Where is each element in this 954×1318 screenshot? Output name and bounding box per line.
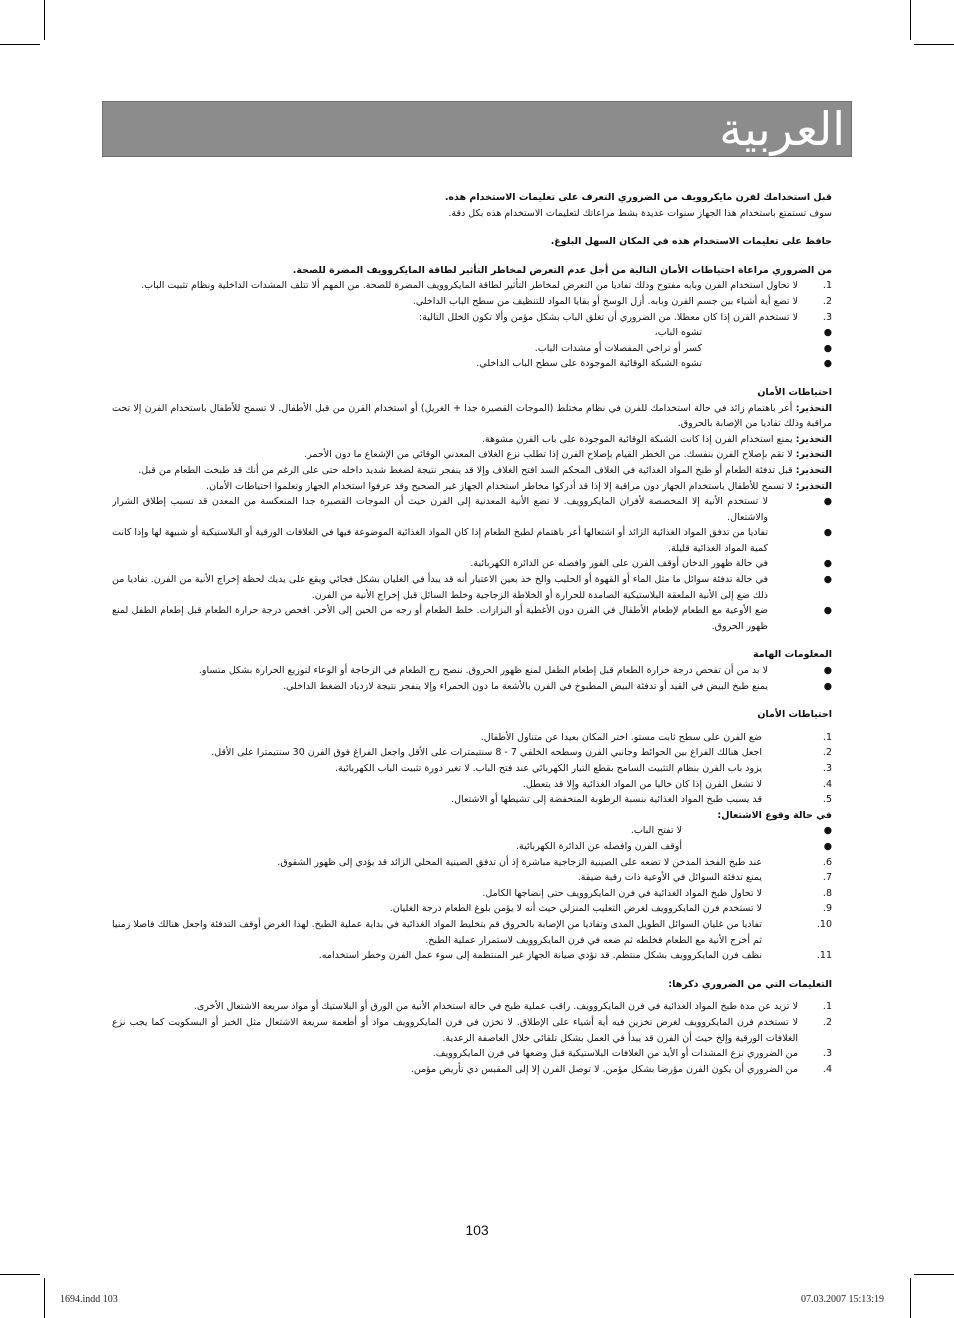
list-text: كسر أو تراخي المفصلات أو مشدات الباب. xyxy=(534,342,702,354)
list-text: تفاديا من تدفق المواد الغذائية الزائد أو اشتعالها أعر باهتمام لطبخ الطعام إذا كان المواد الغذائية الموضوعة فيها في الغلافات الورقية أو البلاستيكية أو شبيهة لها وإذا كانت كمية المواد الغذائية قليلة. xyxy=(112,527,768,554)
footer-stamp: 07.03.2007 15:13:19 xyxy=(800,1294,884,1305)
list-marker: 2. xyxy=(822,747,832,759)
list-marker: 1. xyxy=(822,1001,832,1013)
list-item xyxy=(112,278,832,294)
crop-mark xyxy=(914,1274,954,1275)
precaution-heading: من الضروري مراعاة احتياطات الأمان التالية من أجل عدم التعرض لمخاطر التأثير لطاقة المايكروويف المضرة للصحة. xyxy=(292,264,832,276)
list-item xyxy=(112,341,832,357)
list-marker: 10. xyxy=(816,918,832,930)
language-title: العربية xyxy=(719,102,845,156)
list-text: لا تفتح الباب. xyxy=(630,825,682,837)
list-item xyxy=(112,603,832,634)
list-marker: ● xyxy=(823,840,832,852)
warning-label: التحذير: xyxy=(795,433,832,445)
list-item xyxy=(112,1046,832,1062)
list-marker: 1. xyxy=(822,731,832,743)
list-text: قد يسبب طبخ المواد الغذائية بنسبة الرطوبة المنخفضة إلى تشيطها أو الاشتعال. xyxy=(451,794,762,806)
list-text: لا تزيد عن مدة طبخ المواد الغذائية في فرن المايكروويف. راقب عملية طبخ في حالة استخدام الأنية من الورق أو البلاستيك أو مواد سريعة الاشتعال الأخرى. xyxy=(193,1001,798,1013)
list-marker: 9. xyxy=(822,903,832,915)
warning-item xyxy=(112,463,832,479)
warning-item xyxy=(112,432,832,448)
list-item xyxy=(112,356,832,372)
list-text: من الضروري أن يكون الفرن مؤرضا بشكل مؤمن. لا توصل الفرن إلا إلى المقبس ذي تأريض مؤمن. xyxy=(410,1063,798,1075)
list-marker: 3. xyxy=(822,1048,832,1060)
list-item xyxy=(112,792,832,808)
list-text: لا تستخدم الأنية إلا المخصصة لأفران المايكروويف. لا تضع الأنية المعدنية إلى الفرن حيث أن الموجات القصيرة جدا المنعكسة من المعدن قد تسبب إطلاق الشرار والاشتعال. xyxy=(112,496,768,523)
list-marker: 3. xyxy=(822,763,832,774)
list-text: عند طبخ الفخذ المدخن لا تضعه على الصينية الزجاجية مباشرة إذ أن تدفق الصينية المحلي الزائد قد يؤدي إلى ظهور الشقوق. xyxy=(277,856,762,868)
list-text: أوقف الفرن وافصله عن الدائرة الكهربائية. xyxy=(516,840,682,852)
list-item xyxy=(112,556,832,572)
warning-text: قبل تدفئة الطعام أو طبخ المواد الغذائية في الغلاف المحكم السد افتح الغلاف وإلا قد ينفجر نتيجة لضغط شديد داخله حتى على الرغم من أنك قد طبخت الطعام من قبل. xyxy=(138,464,793,476)
important-heading: المعلومات الهامة xyxy=(753,649,832,661)
keep-instructions: حافظ على تعليمات الاستخدام هذه في المكان السهل البلوغ. xyxy=(550,236,832,248)
important-bullet-list xyxy=(112,663,832,694)
language-header-band xyxy=(102,101,852,157)
list-text: اجعل هنالك الفراغ بين الحوائط وجانبي الفرن وسطحه الخلفي 7 - 8 سنتيمترات على الأقل واجعل الفراغ فوق الفرن 30 سنتيمترا على الأقل. xyxy=(211,747,762,759)
list-item xyxy=(112,948,832,964)
list-marker: ● xyxy=(823,358,832,370)
list-marker: 6. xyxy=(822,856,832,868)
list-item xyxy=(112,679,832,695)
list-item xyxy=(112,745,832,761)
precaution-list xyxy=(112,278,832,325)
warning-text: لا تسمح للأطفال باستخدام الجهاز دون مراقبة إلا إذا قد أدركوا مخاطر استخدام الجهاز غير الصحيح وقد عرفوا استخدام الجهاز وتعلموا احتياطات الأمان. xyxy=(206,480,793,492)
list-item xyxy=(112,1015,832,1046)
list-item xyxy=(112,886,832,902)
list-text: لا تستخدم الفرن إذا كان معطلا. من الضروري أن تغلق الباب بشكل مؤمن وألا تكون الخلل التالية: xyxy=(418,311,798,323)
list-marker: 4. xyxy=(822,1063,832,1075)
warning-label: التحذير: xyxy=(795,480,832,492)
list-marker: 5. xyxy=(822,794,832,806)
list-marker: ● xyxy=(823,605,832,617)
intro-line-2: سوف تستمتع باستخدام هذا الجهاز سنوات عديدة بشط مراعاتك لتعليمات الاستخدام هذه بكل دقة. xyxy=(448,207,832,219)
list-item xyxy=(112,1062,832,1078)
list-marker: 4. xyxy=(822,778,832,790)
list-marker: 2. xyxy=(822,1016,832,1028)
list-text: تشوه الباب، xyxy=(654,327,702,339)
fire-bullet-list xyxy=(112,823,832,854)
crop-mark xyxy=(0,44,40,45)
list-text: يمنع تدفئة السوائل في الأوعية ذات رقبة ضيقة. xyxy=(577,872,762,884)
warning-label: التحذير: xyxy=(795,402,832,414)
safety-steps-list xyxy=(112,730,832,808)
list-item xyxy=(112,855,832,871)
warning-list xyxy=(112,401,832,495)
crop-mark xyxy=(914,44,954,45)
list-text: يزود باب الفرن بنظام التثبيت السامح بقطع التيار الكهربائي عند فتح الباب. لا تغير دورة تثبيت الباب الكهربائية. xyxy=(335,763,762,774)
safety-bullet-list xyxy=(112,494,832,634)
warning-label: التحذير: xyxy=(795,464,832,476)
list-item xyxy=(112,325,832,341)
crop-mark xyxy=(0,1274,40,1275)
list-item xyxy=(112,663,832,679)
list-item xyxy=(112,525,832,556)
list-text: من الضروري نزع المشدات أو الأيد من الغلافات البلاستيكية قبل وضعها في فرن المايكروويف. xyxy=(432,1048,798,1060)
list-text: لا تستخدم فرن المايكروويف لغرض تخزين فيه أية أشياء على الإطلاق. لا تخزن في فرن المايكروويف مواد أو أطعمة سريعة الاشتعال مثل الخبز أو البسكويت كما يجب نزع الغلافات الورقية وإلخ حيث أن الفرن قد يبدأ في العمل بشكل تلقائي خلال العاصفة الرعدية. xyxy=(112,1016,798,1044)
list-marker: 8. xyxy=(822,887,832,899)
instructions-list xyxy=(112,999,832,1077)
list-marker: 11. xyxy=(816,950,832,962)
warning-text: أعر باهتمام زائد في حالة استخدامك للفرن في نظام مختلط (الموجات القصيرة جدا + الغريل) أو استخدام الفرن من قبل الأطفال. لا تسمح للأطفال باستخدام الفرن إلا تحت مراقبة وذلك تفاديا من الإصابة بالحروق. xyxy=(112,402,832,430)
list-item xyxy=(112,572,832,603)
safety-heading: احتياطات الأمان xyxy=(757,386,832,398)
document-body xyxy=(112,190,832,1210)
list-marker: ● xyxy=(823,496,832,508)
list-item xyxy=(112,294,832,310)
list-marker: ● xyxy=(823,527,832,539)
crop-mark xyxy=(44,1278,45,1318)
warning-text: لا تقم بإصلاح الفرن بنفسك. من الخطر القيام بإصلاح الفرن إذا تطلب نزع الغلاف المعدني الوقائي من الإشعاع ما دون الأحمر. xyxy=(304,449,793,461)
warning-label: التحذير: xyxy=(795,449,832,461)
list-text: ضع الأوعية مع الطعام لإطعام الأطفال في الفرن دون الأغطية أو البزازات. خلط الطعام أو رجه من الحين إلى الأخر. افحص درجة حرارة الطعام قبل إطعام الطفل لمنع ظهور الحروق. xyxy=(112,605,768,632)
list-marker: ● xyxy=(823,342,832,354)
list-text: لا تستخدم فرن المايكروويف لغرض التعليب المنزلي حيث أنه لا يؤمن بلوغ الطعام درجة الغليان. xyxy=(389,903,762,915)
list-marker: 1. xyxy=(822,280,832,292)
list-marker: ● xyxy=(823,558,832,570)
list-marker: 7. xyxy=(822,872,832,884)
list-text: ضع الفرن على سطح ثابت مستو. اختر المكان بعيدا عن متناول الأطفال. xyxy=(480,731,762,743)
footer-file: 1694.indd 103 xyxy=(60,1294,118,1305)
list-marker: ● xyxy=(823,825,832,837)
list-text: نظف فرن المايكروويف بشكل منتظم. قد تؤدي صيانة الجهاز غير المنتظمة إلى سوء عمل الفرن وخطر استخدامه. xyxy=(318,950,762,962)
list-item xyxy=(112,901,832,917)
warning-text: يمنع استخدام الفرن إذا كانت الشبكة الوقائية الموجودة على باب الفرن مشوهة. xyxy=(481,433,793,445)
list-marker: 2. xyxy=(822,295,832,307)
list-item xyxy=(112,777,832,793)
list-item xyxy=(112,761,832,777)
warning-item xyxy=(112,447,832,463)
intro-line-1: قبل استخدامك لفرن مايكروويف من الضروري التعرف على تعليمات الاستخدام هذه. xyxy=(444,192,832,203)
list-marker: ● xyxy=(823,665,832,677)
fire-heading: في حالة وقوع الاشتعال: xyxy=(717,809,832,821)
list-text: لا بد من أن تفحص درجة حرارة الطعام قبل إطعام الطفل لمنع ظهور الحروق. ننصح رج الطعام في الزجاجة أو الوعاء لتوزيع الحرارة بشكل متساو. xyxy=(198,665,768,677)
warning-item xyxy=(112,401,832,432)
list-item xyxy=(112,730,832,746)
list-marker: ● xyxy=(823,680,832,692)
list-text: لا تحاول طبخ المواد الغذائية في فرن المايكروويف حتى إنضاجها الكامل. xyxy=(482,887,762,899)
list-item xyxy=(112,823,832,839)
list-item xyxy=(112,494,832,525)
list-marker: 3. xyxy=(822,311,832,323)
list-text: في حالة تدفئة سوائل ما مثل الماء أو القهوة أو الحليب والخ خذ بعين الاعتبار أنه قد يبدأ في الغليان بشكل فجائي ويقع على يديك لحظة إخراج الأنية من الفرن. تفاديا من ذلك ضع إلى الأنية الملعقة البلاستيكية الصامدة للحرارة أو الخلاطة الزجاجية وخلط السائل قبل إخراج الأنية من الفرن. xyxy=(112,574,768,601)
crop-mark xyxy=(910,0,911,40)
list-item xyxy=(112,917,832,948)
crop-mark xyxy=(44,0,45,40)
defect-list xyxy=(112,325,832,372)
list-text: في حالة ظهور الدخان أوقف الفرن على الفور وافصله عن الدائرة الكهربائية. xyxy=(470,558,768,570)
list-text: لا تضع أية أشياء بين جسم الفرن وبابه. أزل الوسخ أو بقايا المواد للتنظيف من سطح الباب الداخلي. xyxy=(412,295,798,307)
list-marker: ● xyxy=(823,327,832,339)
list-text: تفاديا من غليان السوائل الطويل المدى وتفاديا من الإصابة بالحروق قم بتخليط المواد الغذائية في بداية عملية الطبخ. لهذا الغرض أوقف التدفئة واجعل هنالك فاصلا زمنيا ثم أخرج الأنية مع الطعام فخلطه ثم ضعه في فرن المايكروويف لاستمرار عملية الطبخ. xyxy=(112,918,762,946)
warning-item xyxy=(112,479,832,495)
list-text: لا تشغل الفرن إذا كان خاليا من المواد الغذائية وإلا قد يتعطل. xyxy=(522,778,762,790)
list-marker: ● xyxy=(823,574,832,586)
safety2-heading: احتياطات الأمان xyxy=(757,709,832,721)
page-number: 103 xyxy=(465,1222,489,1238)
list-text: لا تحاول استخدام الفرن وبابه مفتوح وذلك تفاديا من التعرض لمخاطر التأثير لطاقة المايكروويف المضرة للصحة. من المهم ألا تتلف المشدات الداخلية ونظام تثبيت الباب. xyxy=(141,280,798,292)
safety-steps-list-continued xyxy=(112,855,832,964)
instructions-heading: التعليمات التي من الضروري ذكرها: xyxy=(668,978,832,990)
list-item xyxy=(112,870,832,886)
list-text: تشوه الشبكة الوقائية الموجودة على سطح الباب الداخلي. xyxy=(476,358,702,370)
crop-mark xyxy=(910,1278,911,1318)
list-text: يمنع طبخ البيض في القيد أو تدفئة البيض المطبوخ في الفرن بالأشعة ما دون الحمراء وإلا ينفجر نتيجة لازدياد الضغط الداخلي. xyxy=(283,680,768,692)
list-item xyxy=(112,839,832,855)
list-item xyxy=(112,999,832,1015)
list-item xyxy=(112,310,832,326)
